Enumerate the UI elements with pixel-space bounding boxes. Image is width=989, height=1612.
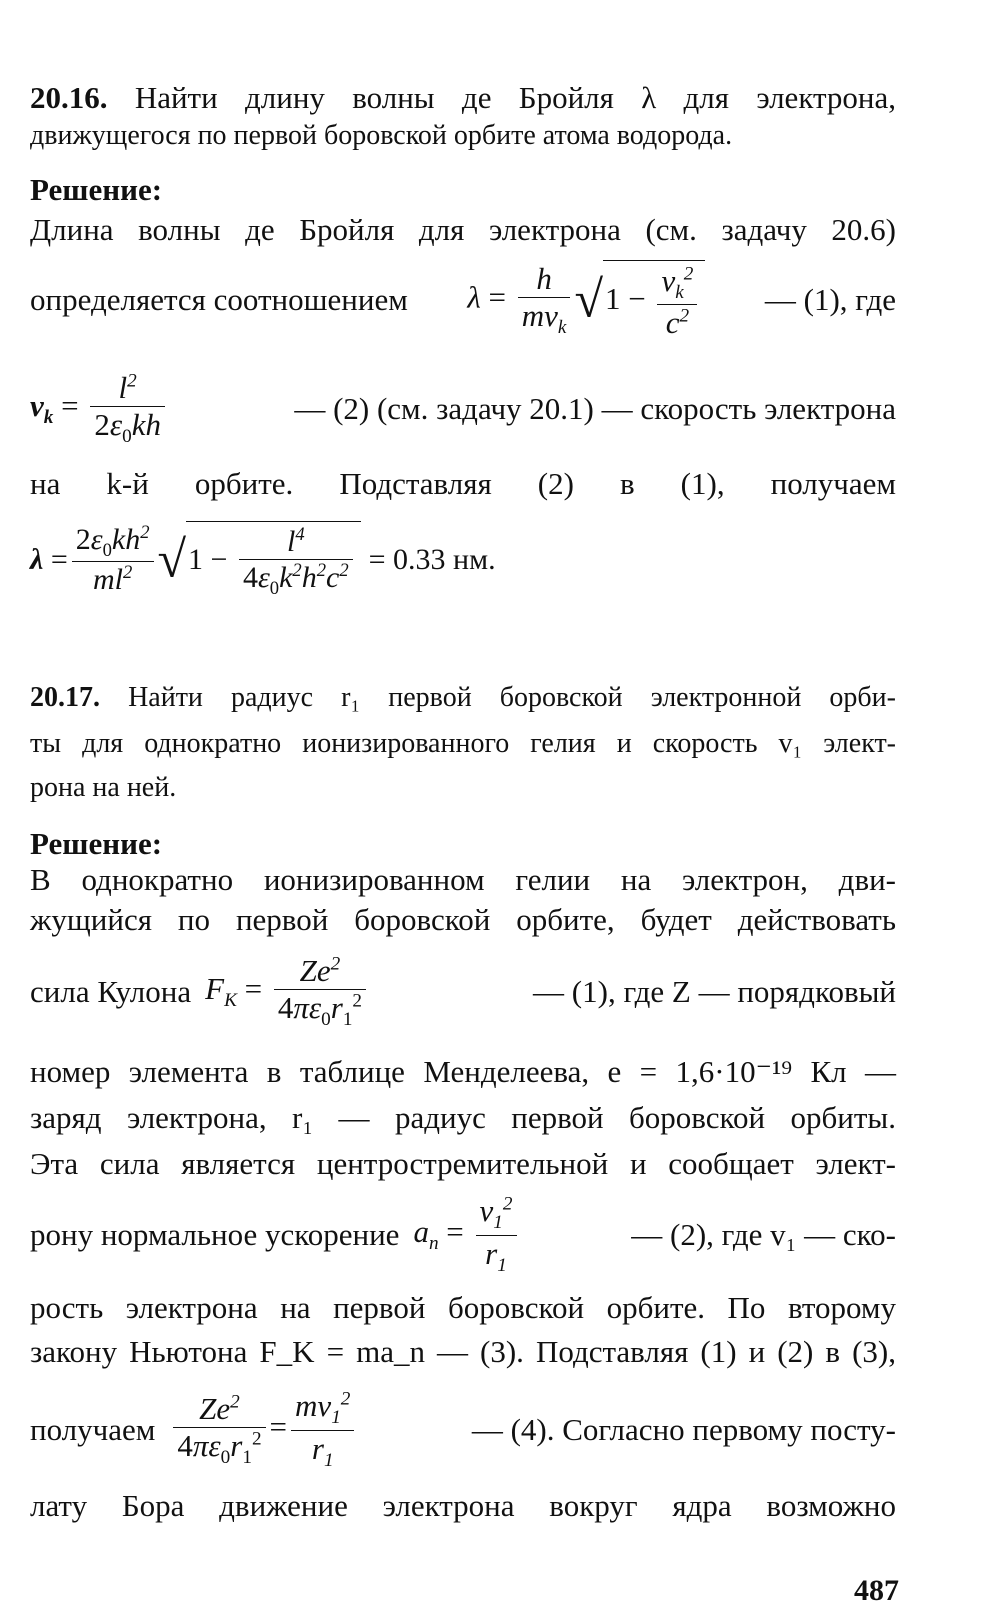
- formula-equation-4: $\frac{Ze^2}{4\pi\varepsilon_0r_1^2}$ = $\frac{mv_1^2}{r_1}$: [169, 1388, 358, 1472]
- problem-number: 20.16.: [30, 80, 108, 115]
- problem-statement: Найти длину волны де Бройля λ для электрона,: [134, 80, 896, 115]
- problem-20-16-line-1: [30, 80, 896, 116]
- solution-20-17-line-6: Эта сила является центростремительной и сообщает элект-: [30, 1146, 896, 1181]
- text-segment: — (1), где: [764, 282, 896, 317]
- text-segment: сила Кулона: [30, 974, 192, 1009]
- solution-20-17-line-5: заряд электрона, r₁ — радиус первой боровской орбиты.: [30, 1100, 896, 1135]
- solution-20-17-line-11: лату Бора движение электрона вокруг ядра возможно: [30, 1488, 896, 1523]
- solution-20-17-line-2: жущийся по первой боровской орбите, будет действовать: [30, 902, 896, 937]
- problem-20-17-line-3: рона на ней.: [30, 772, 177, 803]
- formula-coulomb: $F_K$ = $\frac{Ze^2}{4\pi\varepsilon_0r_1^2}$: [205, 953, 370, 1031]
- text-segment: — (4). Согласно первому посту-: [471, 1412, 896, 1447]
- solution-20-16-line-4: на k-й орбите. Подставляя (2) в (1), получаем: [30, 466, 896, 501]
- text-segment: получаем: [30, 1412, 156, 1447]
- text-segment: — (1), где Z — порядковый: [533, 974, 896, 1009]
- solution-20-17-line-7: [30, 1190, 896, 1280]
- solution-20-17-line-3: [30, 948, 896, 1036]
- formula-lambda: λ = $\frac{h}{mv_k}$ √1 − $\frac{v_k^2}{c^2}$: [467, 260, 705, 341]
- solution-heading: Решение:: [30, 172, 163, 207]
- solution-20-17-line-4: номер элемента в таблице Менделеева, e = 1,6·10⁻¹⁹ Кл —: [30, 1054, 896, 1089]
- text-segment: — (2) (см. задачу 20.1) — скорость электрона: [294, 391, 896, 426]
- page-number: 487: [854, 1574, 899, 1607]
- text-segment: рону нормальное ускорение: [30, 1217, 400, 1252]
- problem-statement: Найти радиус r₁ первой боровской электронной орби-: [128, 682, 896, 713]
- solution-20-17-line-9: закону Ньютона F_K = ma_n — (3). Подставляя (1) и (2) в (3),: [30, 1334, 896, 1369]
- solution-20-17-line-8: рость электрона на первой боровской орбите. По второму: [30, 1290, 896, 1325]
- formula-acceleration: $a_n$ = $\frac{v_1^2}{r_1}$: [413, 1193, 520, 1277]
- problem-20-17-line-1: [30, 680, 896, 716]
- result-value: = 0.33 нм.: [368, 543, 496, 576]
- problem-number: 20.17.: [30, 682, 100, 713]
- solution-20-16-line-2: [30, 250, 896, 350]
- solution-20-16-line-3: [30, 364, 896, 454]
- text-segment: — (2), где v₁ — ско-: [631, 1217, 896, 1252]
- problem-20-16-line-2: движущегося по первой боровской орбите атома водорода.: [30, 120, 733, 151]
- solution-20-16-line-1: Длина волны де Бройля для электрона (см. задачу 20.6): [30, 212, 896, 247]
- solution-20-17-line-10: [30, 1380, 896, 1480]
- solution-heading: Решение:: [30, 826, 163, 861]
- problem-20-17-line-2: ты для однократно ионизированного гелия и скорость v₁ элект-: [30, 728, 896, 759]
- text-segment: определяется соотношением: [30, 282, 408, 317]
- formula-vk: $v_k$ = $\frac{l^2}{2\varepsilon_0kh}$: [30, 370, 169, 448]
- formula-lambda-result: λ = $\frac{2\varepsilon_0kh^2}{ml^2}$ √1 − $\frac{l^4}{4\varepsilon_0k^2h^2c^2}$ = 0.33 нм.: [30, 522, 496, 600]
- solution-20-17-line-1: В однократно ионизированном гелии на электрон, дви-: [30, 862, 896, 897]
